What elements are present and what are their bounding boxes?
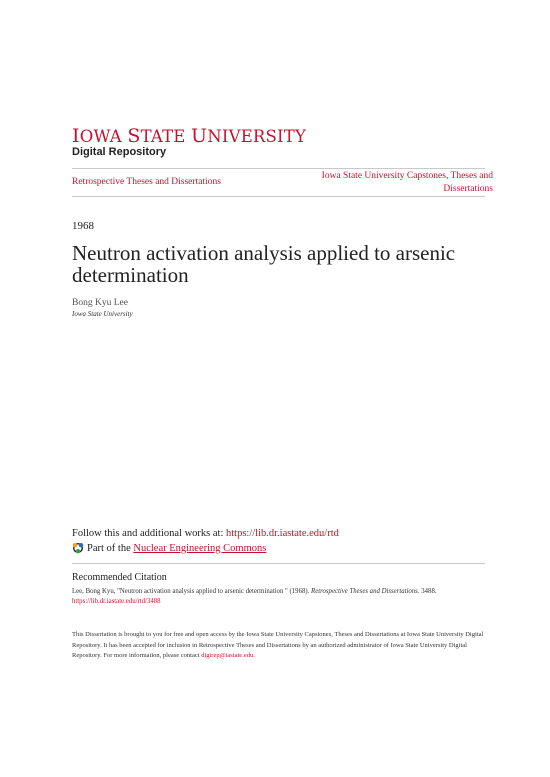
collection-link-left[interactable]: Retrospective Theses and Dissertations xyxy=(72,177,221,187)
part-of-line xyxy=(72,542,266,554)
follow-text: Follow this and additional works at: xyxy=(72,528,226,539)
divider-top xyxy=(72,168,485,169)
author-affiliation: Iowa State University xyxy=(72,310,133,318)
collection-link-right[interactable]: Iowa State University Capstones, Theses and Dissertations xyxy=(321,171,493,194)
logo-wordmark: IOWA STATE UNIVERSITY xyxy=(72,125,307,147)
network-commons-icon xyxy=(72,542,84,554)
contact-email-link[interactable]: digirep@iastate.edu xyxy=(201,652,254,659)
publication-year: 1968 xyxy=(72,220,94,232)
nuclear-engineering-commons-link[interactable]: Nuclear Engineering Commons xyxy=(133,542,267,554)
citation-text: Lee, Bong Kyu, "Neutron activation analysis applied to arsenic determination " (1968). Retrospective Theses and Dissertations. 3488. https://lib.dr.iastate.edu/rtd/3488 xyxy=(72,588,437,605)
author-name: Bong Kyu Lee xyxy=(72,298,128,308)
isu-logo xyxy=(72,127,306,159)
access-notice: This Dissertation is brought to you for free and open access by the Iowa State University Capstones, Theses and Dissertations at Iowa State University Digital Repository. It has been accepted for inclusion in Retrospective Theses and Dissertations by an authorized administrator of Iowa State University Digital Repository. For more information, please contact digirep@iastate.edu. xyxy=(72,631,484,659)
follow-line xyxy=(72,528,339,539)
document-title: Neutron activation analysis applied to arsenic determination xyxy=(72,241,456,287)
divider-citation xyxy=(72,563,485,564)
logo-subtitle: Digital Repository xyxy=(72,146,167,158)
citation-url-link[interactable]: https://lib.dr.iastate.edu/rtd/3488 xyxy=(72,598,161,605)
divider-bottom xyxy=(72,196,485,197)
citation-heading: Recommended Citation xyxy=(72,572,167,583)
part-of-text: Part of the xyxy=(87,542,131,554)
follow-link[interactable]: https://lib.dr.iastate.edu/rtd xyxy=(226,528,339,539)
